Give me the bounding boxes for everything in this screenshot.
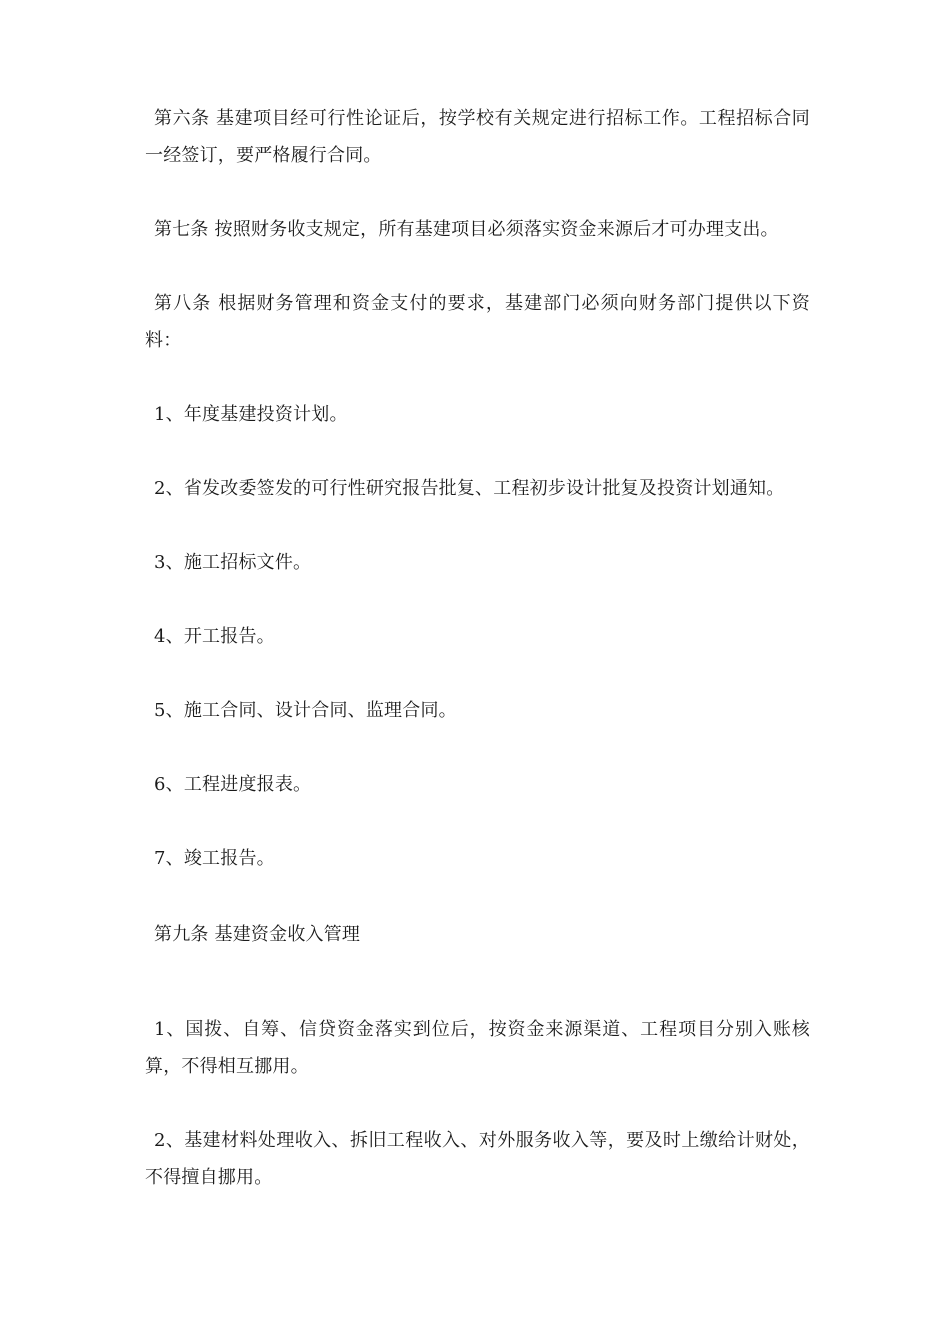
article-9-heading: 第九条 基建资金收入管理 <box>154 924 361 945</box>
list-item-2: 2、省发改委签发的可行性研究报告批复、工程初步设计批复及投资计划通知。 <box>154 478 785 499</box>
article-9-item-2: 2、基建材料处理收入、拆旧工程收入、对外服务收入等，要及时上缴给计财处，不得擅自挪用。 <box>145 1130 810 1188</box>
list-item-3: 3、施工招标文件。 <box>154 552 312 573</box>
list-item-1: 1、年度基建投资计划。 <box>154 404 348 425</box>
list-item-7: 7、竣工报告。 <box>154 848 275 869</box>
article-8-paragraph: 第八条 根据财务管理和资金支付的要求，基建部门必须向财务部门提供以下资料： <box>145 293 810 351</box>
article-9-item-1: 1、国拨、自筹、信贷资金落实到位后，按资金来源渠道、工程项目分别入账核算，不得相互挪用。 <box>145 1019 810 1077</box>
list-item-5: 5、施工合同、设计合同、监理合同。 <box>154 700 457 721</box>
article-6-paragraph: 第六条 基建项目经可行性论证后，按学校有关规定进行招标工作。工程招标合同一经签订，要严格履行合同。 <box>145 108 810 166</box>
article-7-paragraph: 第七条 按照财务收支规定，所有基建项目必须落实资金来源后才可办理支出。 <box>154 219 779 240</box>
list-item-6: 6、工程进度报表。 <box>154 774 312 795</box>
list-item-4: 4、开工报告。 <box>154 626 275 647</box>
